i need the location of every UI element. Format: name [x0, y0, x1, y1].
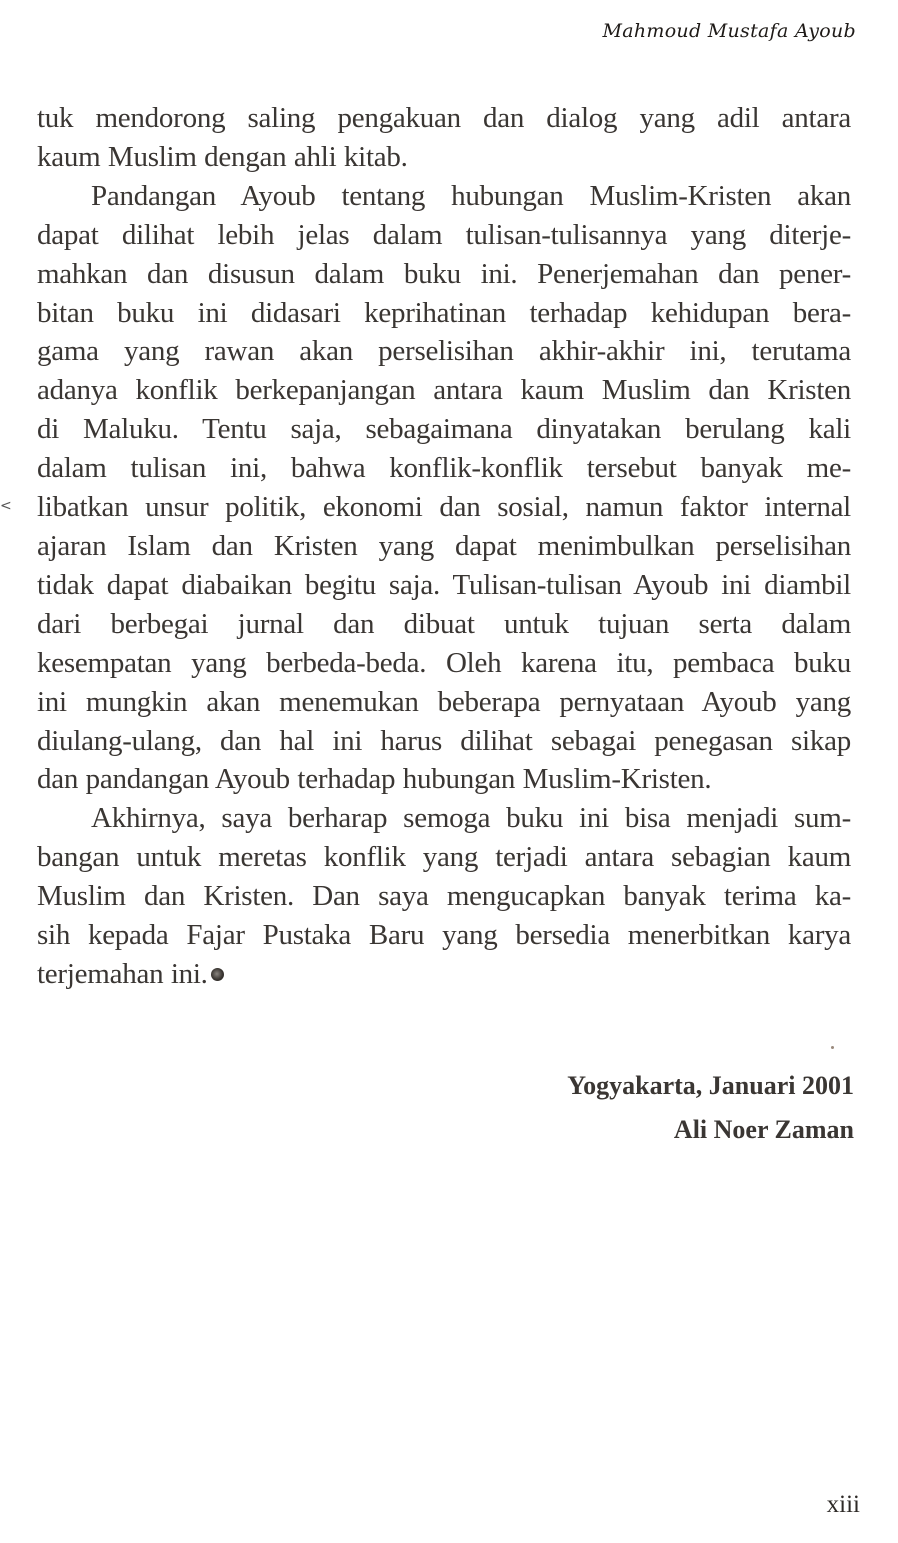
signature-block [567, 1064, 854, 1152]
text-line: gama yang rawan akan perselisihan akhir-akhir ini, terutama [37, 335, 851, 368]
text-line: diulang-ulang, dan hal ini harus dilihat sebagai penegasan sikap [37, 724, 851, 757]
text-line: libatkan unsur politik, ekonomi dan sosial, namun faktor internal [37, 491, 851, 524]
signature-place-date: Yogyakarta, Januari 2001 [567, 1071, 854, 1100]
text-line: adanya konflik berkepanjangan antara kaum Muslim dan Kristen [37, 374, 851, 407]
text-line: dapat dilihat lebih jelas dalam tulisan-tulisannya yang diterje- [37, 218, 851, 251]
text-line: kaum Muslim dengan ahli kitab. [37, 140, 408, 173]
paragraph-1 [37, 99, 851, 177]
text-line: kesempatan yang berbeda-beda. Oleh karena itu, pembaca buku [37, 646, 851, 679]
paragraph-3 [37, 799, 851, 994]
text-line: dan pandangan Ayoub terhadap hubungan Muslim-Kristen. [37, 763, 712, 796]
body-text [37, 99, 851, 994]
page-number: xiii [826, 1491, 860, 1518]
text-line: dalam tulisan ini, bahwa konflik-konflik tersebut banyak me- [37, 452, 851, 485]
end-bullet-icon [211, 968, 224, 981]
text-line: bangan untuk meretas konflik yang terjadi antara sebagian kaum [37, 841, 851, 874]
paragraph-2 [37, 177, 851, 800]
text-line: ajaran Islam dan Kristen yang dapat menimbulkan perselisihan [37, 529, 851, 562]
text-line: Pandangan Ayoub tentang hubungan Muslim-Kristen akan [91, 179, 851, 212]
text-line: ini mungkin akan menemukan beberapa pernyataan Ayoub yang [37, 685, 851, 718]
text-line: sih kepada Fajar Pustaka Baru yang bersedia menerbitkan karya [37, 919, 851, 952]
text-line: dari berbegai jurnal dan dibuat untuk tujuan serta dalam [37, 607, 851, 640]
text-line: tidak dapat diabaikan begitu saja. Tulisan-tulisan Ayoub ini diambil [37, 568, 851, 601]
margin-mark: < [0, 498, 12, 514]
signature-author: Ali Noer Zaman [673, 1115, 854, 1144]
text-line-final [37, 955, 851, 994]
text-line: Akhirnya, saya berharap semoga buku ini bisa menjadi sum- [91, 802, 851, 835]
text-line: tuk mendorong saling pengakuan dan dialog yang adil antara [37, 102, 851, 134]
text-line: di Maluku. Tentu saja, sebagaimana dinyatakan berulang kali [37, 413, 851, 446]
text-line: mahkan dan disusun dalam buku ini. Penerjemahan dan pener- [37, 257, 851, 290]
text-line: bitan buku ini didasari keprihatinan terhadap kehidupan bera- [37, 296, 851, 329]
text-line: Muslim dan Kristen. Dan saya mengucapkan banyak terima ka- [37, 880, 851, 913]
scan-speck [831, 1046, 834, 1049]
text-line-final-text: terjemahan ini. [37, 957, 208, 990]
running-head: Mahmoud Mustafa Ayoub [602, 20, 856, 42]
